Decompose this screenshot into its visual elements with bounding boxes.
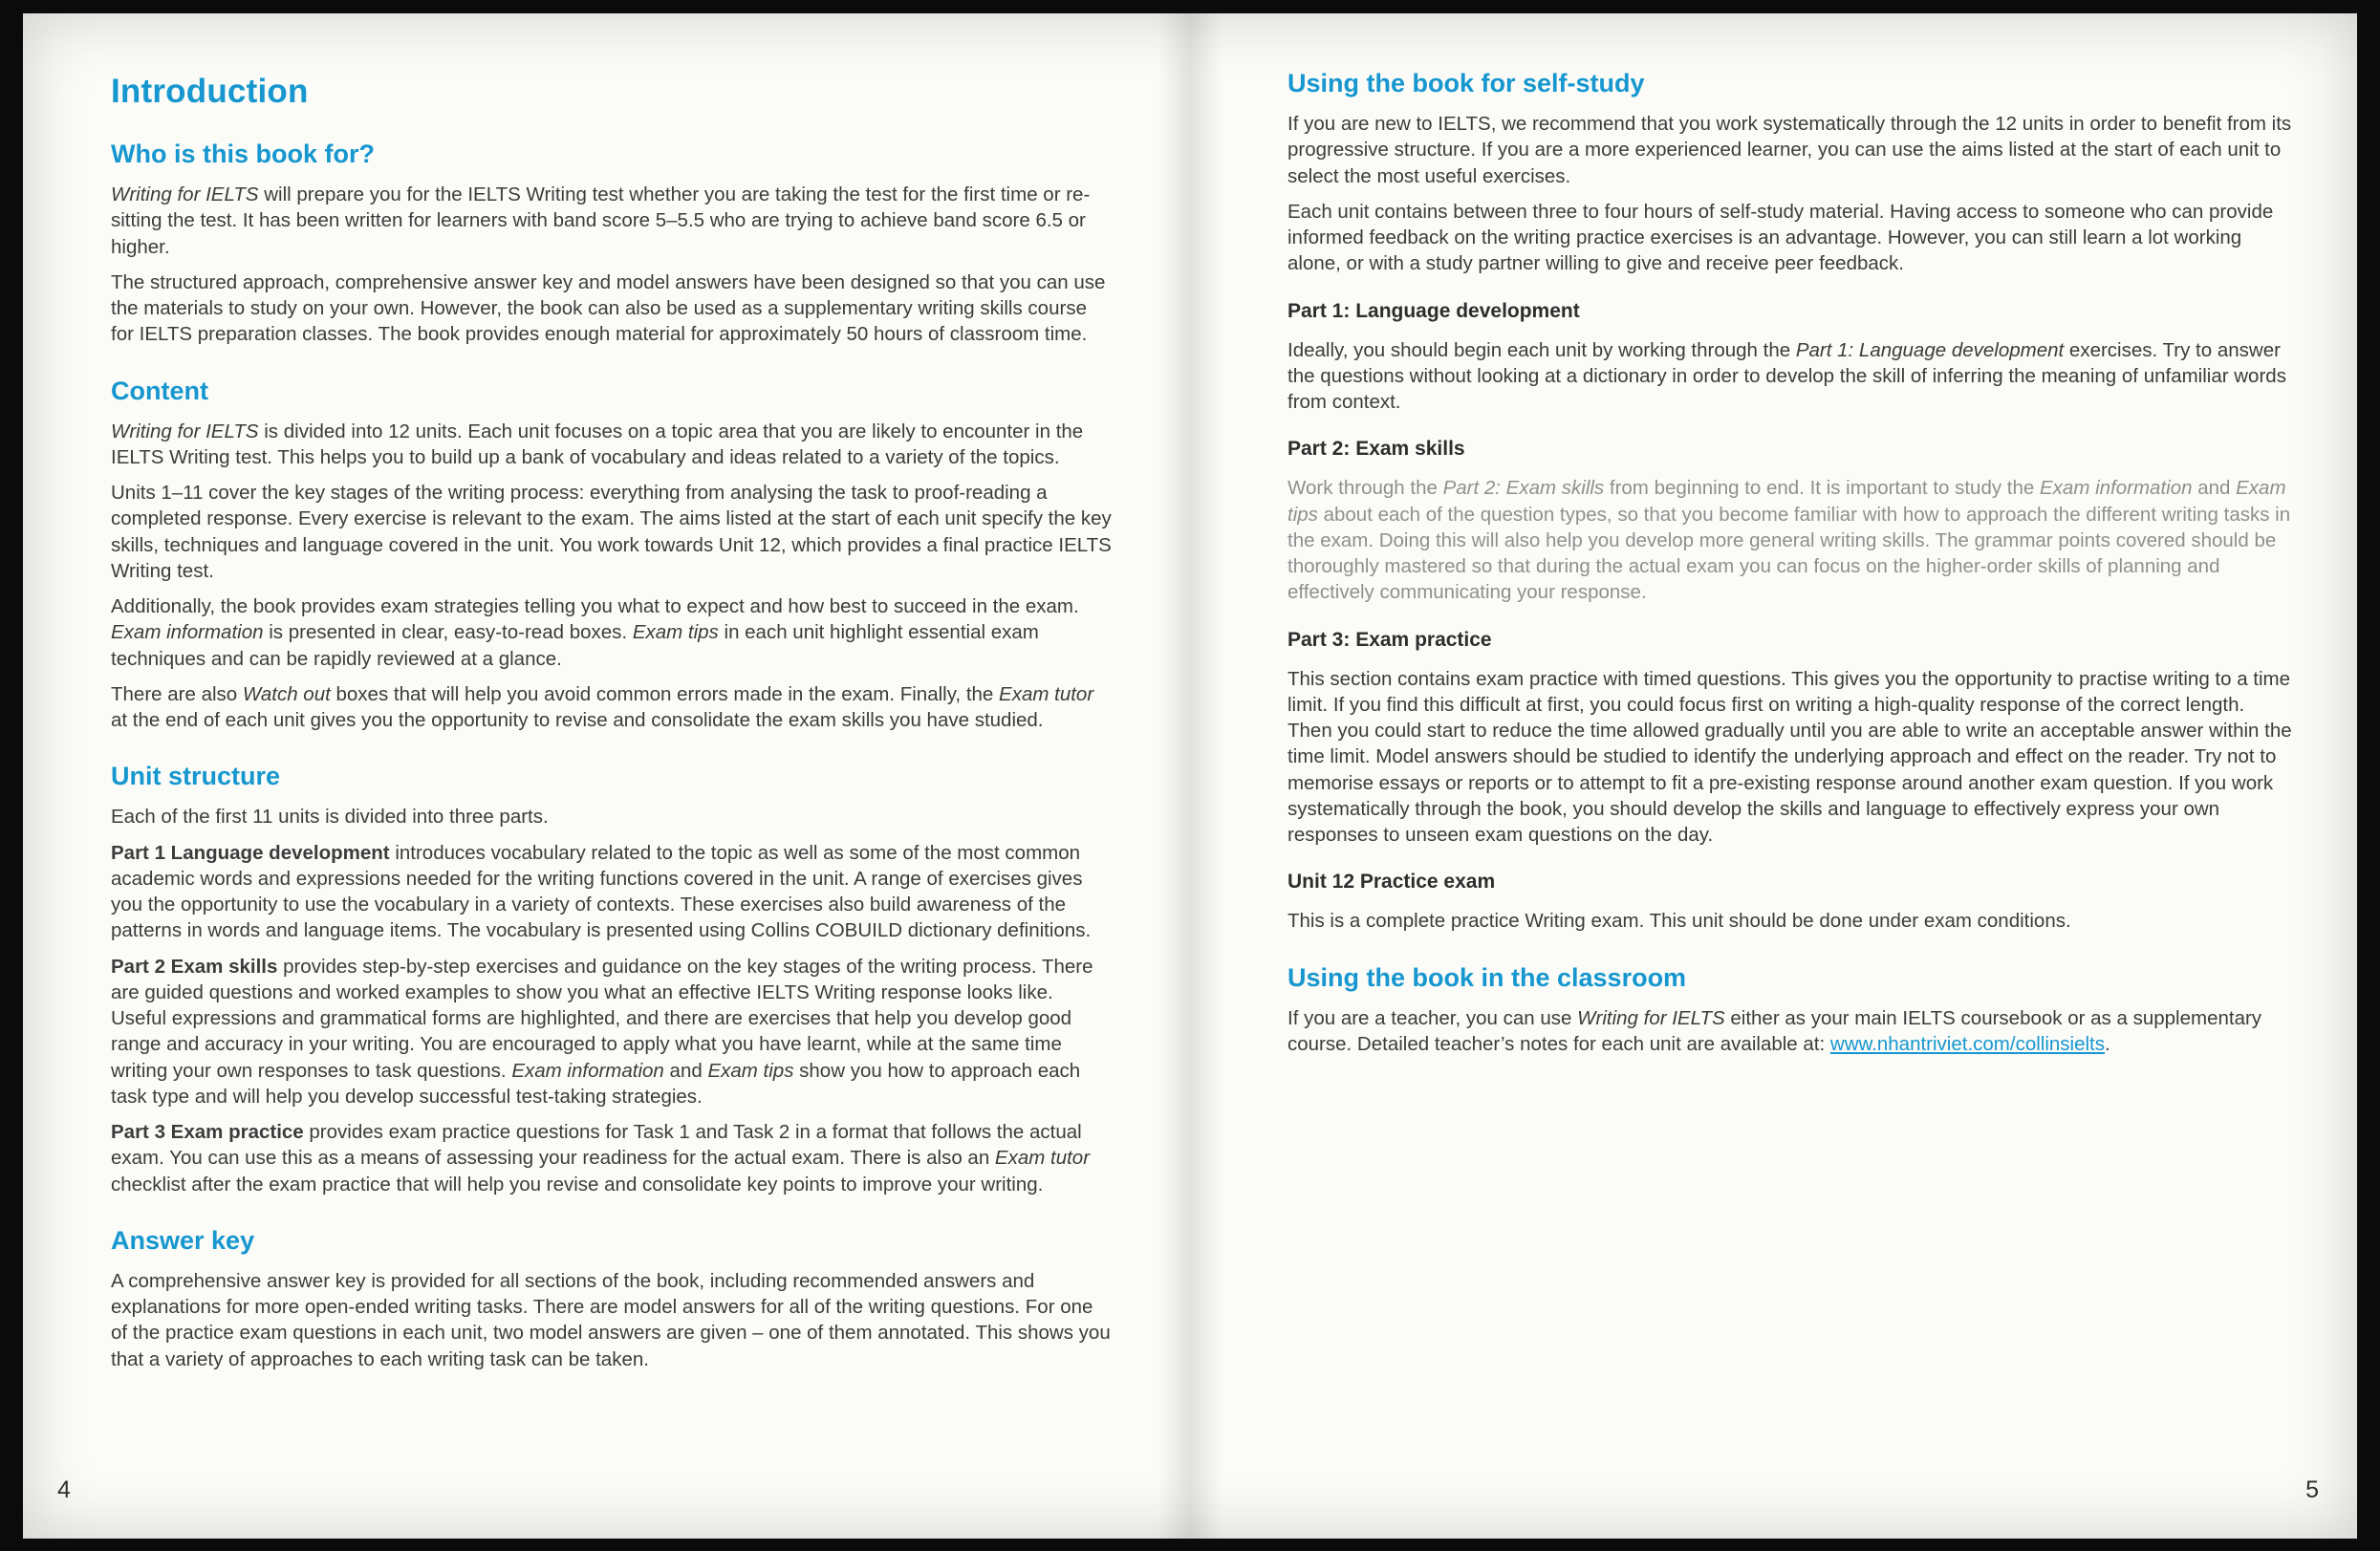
paragraph bbox=[1287, 475, 2294, 605]
subsection-heading-part1: Part 1: Language development bbox=[1287, 299, 1580, 322]
text-segment: Part 2: Exam skills bbox=[1442, 477, 1605, 500]
text-segment: Part 1: Language development bbox=[1795, 338, 2065, 361]
text-segment: A comprehensive answer key is provided for all sections of the book, including recommended answers and explanations for more open-ended writing tasks. There are model answers for all of the writing questions. For one of the practice exam questions in each unit, two model answers are given – one of them annotated. This shows you that a variety of approaches to each writing task can be taken. bbox=[111, 1269, 1111, 1370]
paragraph bbox=[1287, 908, 2294, 934]
paragraph bbox=[111, 681, 1114, 734]
text-segment: checklist after the exam practice that will help you revise and consolidate key points to improve your writing. bbox=[111, 1173, 1044, 1196]
text-segment: Watch out bbox=[242, 682, 331, 705]
section-heading-content: Content bbox=[111, 376, 208, 405]
page-title: Introduction bbox=[111, 73, 309, 110]
text-segment: is presented in clear, easy-to-read boxes. bbox=[263, 621, 633, 644]
text-segment: Each unit contains between three to four hours of self-study material. Having access to someone who can provide informed feedback on the writing practice exercises is an advantage. However, you can still learn a lot working alone, or with a study partner willing to give and receive peer feedback. bbox=[1287, 200, 2274, 275]
text-segment: If you are a teacher, you can use bbox=[1287, 1006, 1578, 1029]
section-heading-classroom: Using the book in the classroom bbox=[1287, 962, 1687, 992]
text-segment: Exam information bbox=[2040, 477, 2193, 500]
text-segment: about each of the question types, so that you become familiar with how to approach the different writing tasks in the exam. Doing this will also help you develop more general writing skills. The grammar points covered should be thoroughly mastered so that during the actual exam you can focus on the higher-order skills of planning and effectively communicating your response. bbox=[1287, 503, 2291, 604]
text-segment: provides exam practice questions for Task 1 and Task 2 in a format that follows the actual exam. You can use this as a means of assessing your readiness for the actual exam. There is also an bbox=[111, 1121, 1082, 1170]
text-segment: will prepare you for the IELTS Writing test whether you are taking the test for the first time or re-sitting the test. It has been written for learners with band score 5–5.5 who are trying to achieve band score 6.5 or higher. bbox=[111, 183, 1091, 258]
text-segment: Part 2 Exam skills bbox=[111, 955, 278, 978]
paragraph bbox=[111, 1119, 1114, 1197]
text-segment: Units 1–11 cover the key stages of the writing process: everything from analysing the task to proof-reading a completed response. Every exercise is relevant to the exam. The aims listed at the start of each unit specify the key skills, techniques and language covered in the unit. You work towards Unit 12, which provides a final practice IELTS Writing test. bbox=[111, 482, 1112, 582]
section-heading-answer-key: Answer key bbox=[111, 1225, 255, 1255]
page-number: 5 bbox=[2305, 1476, 2319, 1503]
page-left bbox=[23, 13, 1190, 1539]
inline-link[interactable]: www.nhantriviet.com/collinsielts bbox=[1829, 1032, 2105, 1055]
text-segment: at the end of each unit gives you the opportunity to revise and consolidate the exam skills you have studied. bbox=[111, 709, 1044, 731]
text-segment: This is a complete practice Writing exam. This unit should be done under exam conditions. bbox=[1287, 910, 2071, 933]
text-segment: and bbox=[2192, 477, 2237, 500]
paragraph bbox=[1287, 1005, 2294, 1058]
subsection-heading-unit12: Unit 12 Practice exam bbox=[1287, 871, 1496, 894]
paragraph bbox=[111, 269, 1114, 348]
text-segment: and bbox=[663, 1059, 708, 1082]
section-heading-who-is-this-book-for: Who is this book for? bbox=[111, 140, 375, 168]
subsection-heading-part3: Part 3: Exam practice bbox=[1287, 628, 1492, 651]
text-segment: Exam information bbox=[511, 1059, 664, 1082]
paragraph bbox=[111, 419, 1114, 471]
text-segment: Each of the first 11 units is divided into three parts. bbox=[111, 806, 549, 829]
text-segment: The structured approach, comprehensive answer key and model answers have been designed so that you can use the materials to study on your own. However, the book can also be used as a supplementary writing skills course for IELTS preparation classes. The book provides enough material for approximately 50 hours of classroom time. bbox=[111, 270, 1106, 346]
text-segment: Exam tips bbox=[632, 621, 719, 644]
text-segment: in each unit highlight essential exam techniques and can be rapidly reviewed at a glance. bbox=[111, 621, 1039, 670]
text-segment: Exam tutor bbox=[999, 682, 1094, 705]
paragraph bbox=[111, 182, 1114, 260]
text-segment: from beginning to end. It is important to study the bbox=[1604, 477, 2040, 500]
paragraph bbox=[1287, 666, 2294, 849]
text-segment: Exam information bbox=[111, 621, 264, 644]
paragraph bbox=[1287, 111, 2294, 189]
paragraph bbox=[111, 804, 1114, 829]
text-segment: . bbox=[2105, 1032, 2110, 1055]
text-segment: Part 3 Exam practice bbox=[111, 1121, 304, 1143]
text-segment: provides step-by-step exercises and guidance on the key stages of the writing process. There are guided questions and worked examples to show you what an effective IELTS Writing response looks like. Useful expressions and grammatical forms are highlighted, and there are exercises that help you develop good range and accuracy in your writing. You are encouraged to apply what you have learnt, while at the same time writing your own responses to task questions. bbox=[111, 955, 1093, 1082]
text-segment: There are also bbox=[111, 682, 243, 705]
text-segment: boxes that will help you avoid common errors made in the exam. Finally, the bbox=[330, 682, 1000, 705]
paragraph bbox=[1287, 199, 2294, 277]
text-segment: Exam tutor bbox=[994, 1147, 1091, 1170]
paragraph bbox=[111, 954, 1114, 1110]
text-segment: exercises. Try to answer the questions without looking at a dictionary in order to develop the skill of inferring the meaning of unfamiliar words from context. bbox=[1287, 338, 2286, 413]
page-right bbox=[1190, 13, 2357, 1539]
text-segment: This section contains exam practice with timed questions. This gives you the opportunity to practise writing to a time limit. If you find this difficult at first, you could focus first on writing a high-quality response of the correct length. Then you could start to reduce the time allowed gradually until you are able to write an acceptable answer within the time limit. Model answers should be studied to identify the underlying approach and effect on the reader. Try not to memorise essays or reports or to attempt to fit a pre-existing response around another exam question. If you work systematically through the book, you should develop the skills and language to effectively express your own responses to unseen exam questions on the day. bbox=[1287, 667, 2292, 846]
text-segment: Additionally, the book provides exam strategies telling you what to expect and how best to succeed in the exam. bbox=[111, 595, 1079, 617]
text-segment: is divided into 12 units. Each unit focuses on a topic area that you are likely to encounter in the IELTS Writing test. This helps you to build up a bank of vocabulary and ideas related to a variety of the topics. bbox=[111, 420, 1084, 468]
subsection-heading-part2: Part 2: Exam skills bbox=[1287, 438, 1465, 461]
text-segment: Writing for IELTS bbox=[1577, 1006, 1725, 1029]
text-segment: Ideally, you should begin each unit by working through the bbox=[1287, 338, 1796, 361]
text-segment: Writing for IELTS bbox=[111, 420, 259, 442]
text-segment: Exam tips bbox=[1287, 477, 2286, 526]
paragraph bbox=[111, 480, 1114, 584]
page-number: 4 bbox=[57, 1476, 71, 1503]
paragraph bbox=[111, 593, 1114, 672]
section-heading-self-study: Using the book for self-study bbox=[1287, 69, 1645, 97]
paragraph bbox=[111, 840, 1114, 944]
paragraph bbox=[111, 1268, 1114, 1372]
section-heading-unit-structure: Unit structure bbox=[111, 762, 281, 791]
book-spread bbox=[23, 13, 2357, 1539]
text-segment: Work through the bbox=[1287, 477, 1443, 500]
text-segment: Exam tips bbox=[707, 1059, 794, 1082]
text-segment: show you how to approach each task type and will help you develop successful test-taking strategies. bbox=[111, 1059, 1081, 1108]
text-segment: either as your main IELTS coursebook or as a supplementary course. Detailed teacher’s notes for each unit are available at: bbox=[1287, 1006, 2262, 1055]
text-segment: If you are new to IELTS, we recommend that you work systematically through the 12 units in order to benefit from its progressive structure. If you are a more experienced learner, you can use the aims listed at the start of each unit to select the most useful exercises. bbox=[1287, 113, 2292, 187]
paragraph bbox=[1287, 337, 2294, 416]
text-segment: Part 1 Language development bbox=[111, 841, 390, 864]
text-segment: introduces vocabulary related to the topic as well as some of the most common academic words and expressions needed for the writing functions covered in the unit. A range of exercises gives you the opportunity to use the vocabulary in a variety of contexts. These exercises also build awareness of the patterns in words and language items. The vocabulary is presented using Collins COBUILD dictionary definitions. bbox=[111, 841, 1092, 942]
text-segment: Writing for IELTS bbox=[111, 183, 259, 205]
